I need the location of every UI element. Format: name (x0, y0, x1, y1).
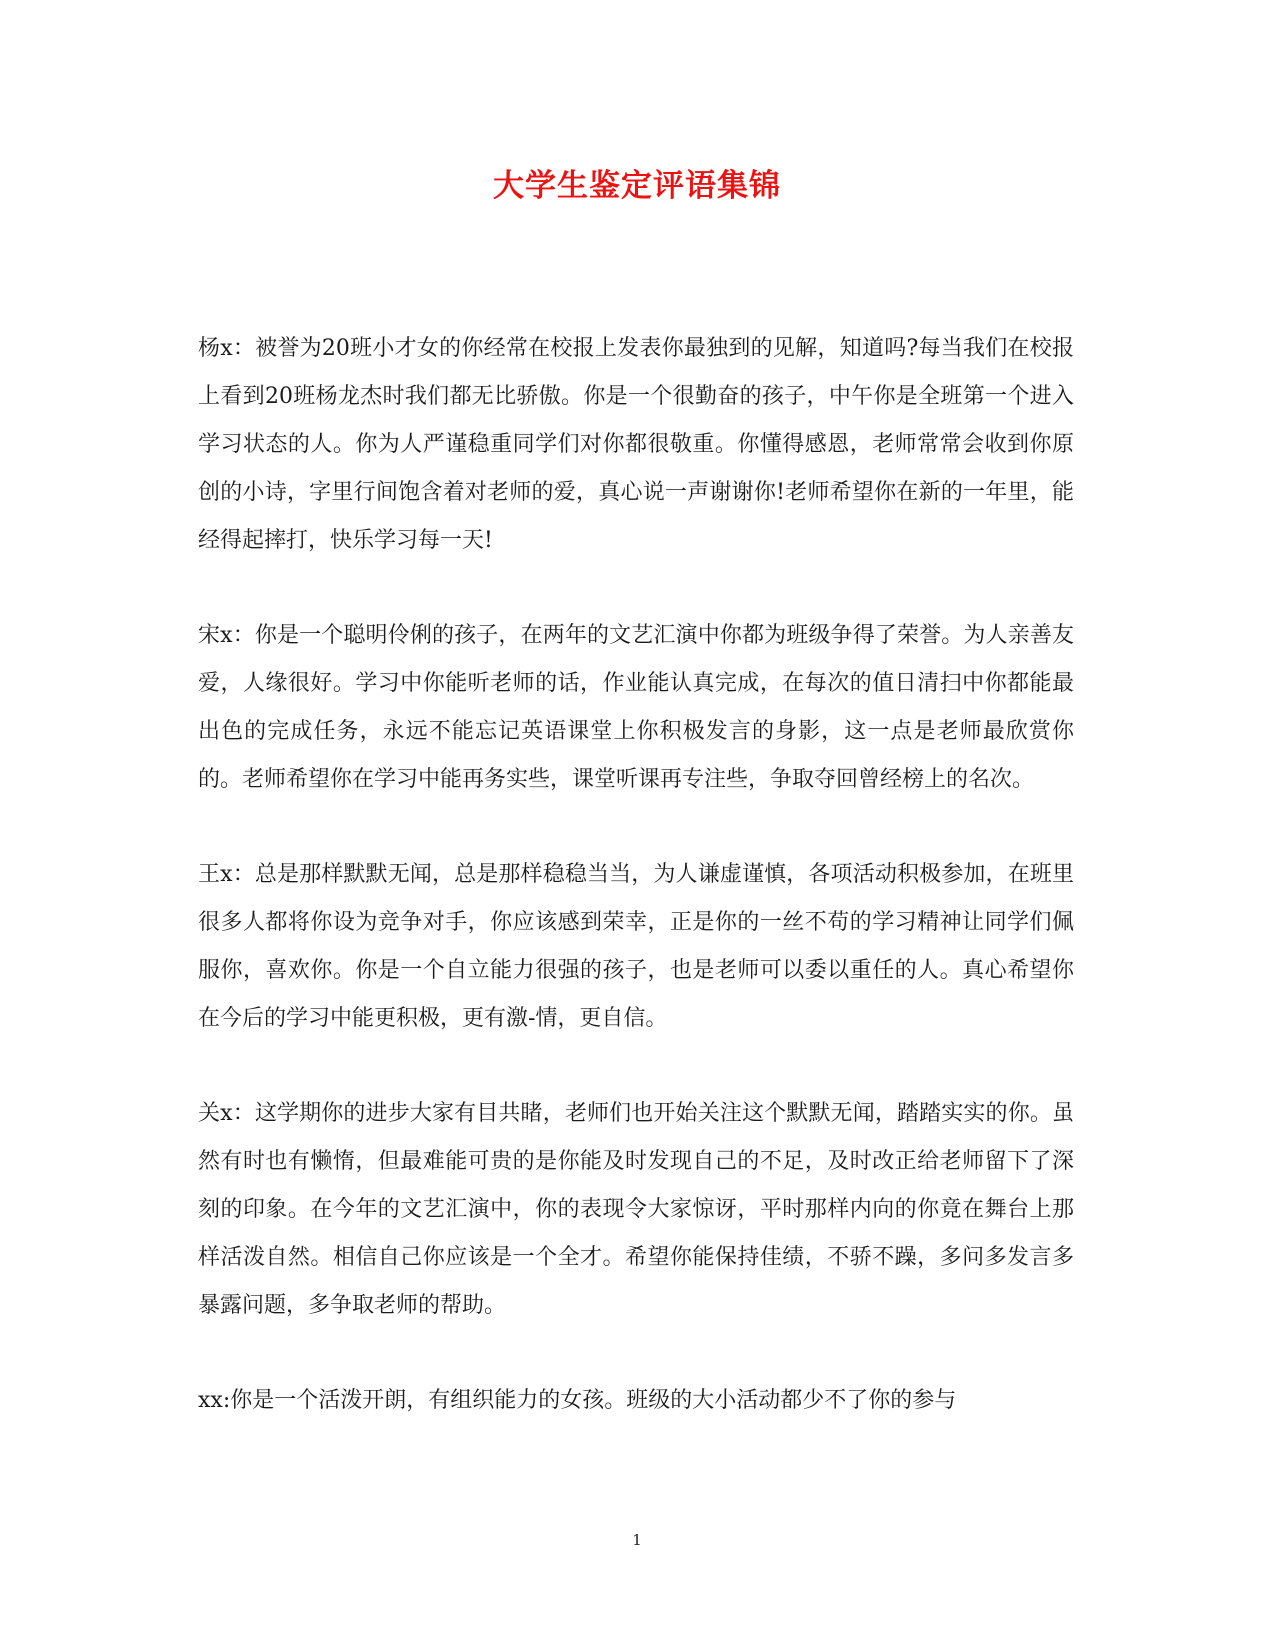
page-number: 1 (632, 1531, 642, 1549)
comment-entry-song: 宋x：你是一个聪明伶俐的孩子，在两年的文艺汇演中你都为班级争得了荣誉。为人亲善友爱，人缘很好。学习中你能听老师的话，作业能认真完成，在每次的值日清扫中你都能最出色的完成任务，永远不能忘记英语课堂上你积极发言的身影，这一点是老师最欣赏你的。老师希望你在学习中能再务实些，课堂听课再专注些，争取夺回曾经榜上的名次。 (198, 623, 1074, 792)
document-body (198, 325, 1074, 1472)
comment-entry-yang: 杨x：被誉为20班小才女的你经常在校报上发表你最独到的见解，知道吗?每当我们在校报上看到20班杨龙杰时我们都无比骄傲。你是一个很勤奋的孩子，中午你是全班第一个进入学习状态的人。你为人严谨稳重同学们对你都很敬重。你懂得感恩，老师常常会收到你原创的小诗，字里行间饱含着对老师的爱，真心说一声谢谢你!老师希望你在新的一年里，能经得起摔打，快乐学习每一天! (198, 336, 1075, 553)
comment-entry-guan: 关x：这学期你的进步大家有目共睹，老师们也开始关注这个默默无闻，踏踏实实的你。虽然有时也有懒惰，但最难能可贵的是你能及时发现自己的不足，及时改正给老师留下了深刻的印象。在今年的文艺汇演中，你的表现令大家惊讶，平时那样内向的你竟在舞台上那样活泼自然。相信自己你应该是一个全才。希望你能保持佳绩，不骄不躁，多问多发言多暴露问题，多争取老师的帮助。 (198, 1101, 1074, 1318)
comment-entry-xx: xx:你是一个活泼开朗，有组织能力的女孩。班级的大小活动都少不了你的参与 (198, 1388, 957, 1413)
comment-entry-wang: 王x：总是那样默默无闻，总是那样稳稳当当，为人谦虚谨慎，各项活动积极参加，在班里很多人都将你设为竞争对手，你应该感到荣幸，正是你的一丝不苟的学习精神让同学们佩服你，喜欢你。你是一个自立能力很强的孩子，也是老师可以委以重任的人。真心希望你在今后的学习中能更积极，更有激-情，更自信。 (198, 862, 1074, 1031)
document-title: 大学生鉴定评语集锦 (493, 168, 781, 204)
